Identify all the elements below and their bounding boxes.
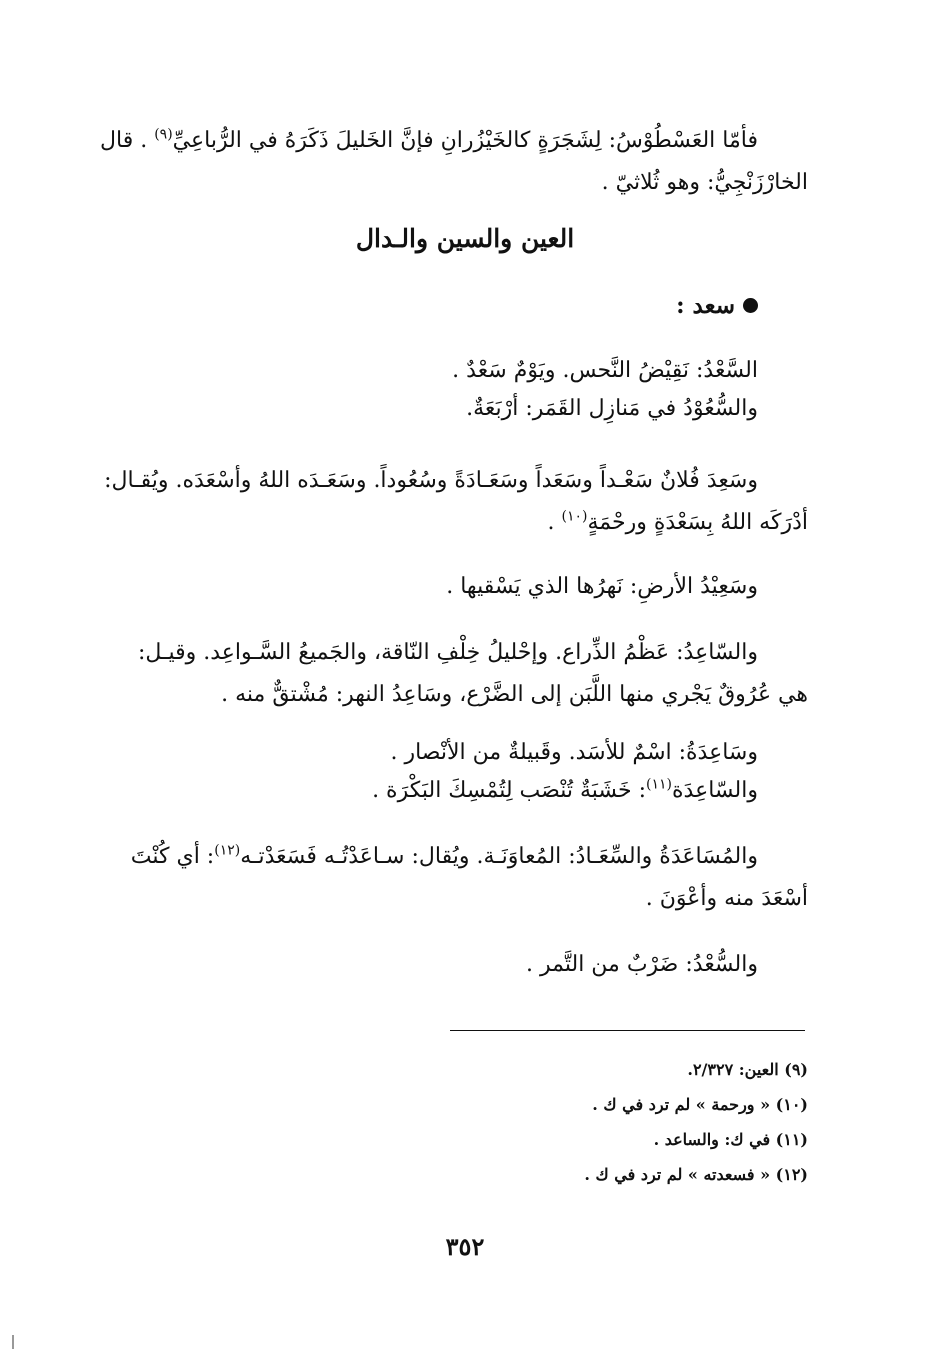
footnote-ref: (١٢) (214, 842, 241, 859)
footnotes (248, 1052, 808, 1192)
page-number: ٣٥٢ (445, 1232, 485, 1261)
footnote-ref: (١١) (646, 776, 673, 793)
bullet-icon (743, 298, 758, 313)
text-line: والمُسَاعَدَةُ والسِّعَـادُ: المُعاوَنَـة. ويُقال: سـاعَدْتُـه فَسَعَدْتـه$^{(١٢)}$: أي كُنْتَ (130, 842, 758, 869)
paragraph-saida (104, 460, 808, 544)
paragraph-intro (100, 120, 808, 204)
footnote: (٩) العين: ٢/٣٢٧. (687, 1060, 808, 1079)
text-line: هي عُرُوقٌ يَجْري منها اللَّبَن إلى الضَّرْع، وسَاعِدُ النهر: مُشْتقٌّ منه . (221, 682, 808, 707)
scan-mark (12, 1335, 14, 1349)
paragraph-saaid (118, 632, 808, 716)
text-line: وسَاعِدَةُ: اسْمٌ للأسَد. وقَبيلةٌ من الأنْصار . (390, 740, 758, 765)
text-line: فأمّا العَسْطُوْسُ: لِشَجَرَةٍ كالخَيْزُرانِ فإنَّ الخَليلَ ذَكَرَهُ في الرُّباعِيِّ$^{(٩)}$ . قال (100, 126, 758, 153)
footnote-ref: (٩) (154, 126, 173, 143)
section-heading: العين والسين والـدال (355, 224, 575, 253)
text-line: أدْرَكَه اللهُ بِسَعْدَةٍ ورحْمَةٍ$^{(١٠)}$ . (547, 508, 808, 535)
footnote: (١٠) « ورحمة » لم ترد في ك . (592, 1095, 808, 1114)
paragraph-saaida (118, 734, 808, 810)
text-line: الخارْزَنْجِيُّ: وهو ثُلاثيّ . (601, 170, 808, 195)
text-line: والسّاعِدُ: عَظْمُ الذِّراع. وإحْليلُ خِلْفِ النّاقة، والجَميعُ السَّـواعِد. وقيـل: (137, 640, 758, 665)
text-line: وسَعِدَ فُلانٌ سَعْـداً وسَعَداً وسَعَـادَةً وسُعُوداً. وسَعَـدَه اللهُ وأسْعَدَه. ويُقـال: (104, 468, 758, 493)
footnote-ref: (١٠) (561, 508, 588, 525)
text-line: أسْعَدَ منه وأعْوَنَ . (645, 886, 808, 911)
paragraph-saad (118, 352, 808, 428)
footnote-divider (450, 1030, 805, 1031)
footnote: (١١) في ك: والساعد . (653, 1130, 808, 1149)
entry-heading-label: سعد : (676, 292, 735, 319)
paragraph-suad (118, 944, 808, 986)
text-line: وسَعِيْدُ الأرضِ: نَهرُها الذي يَسْقيها . (446, 574, 758, 599)
paragraph-musaada (118, 836, 808, 920)
entry-heading (676, 292, 758, 319)
paragraph-saeed (118, 566, 808, 608)
text-line: والسُّعُوْدُ في مَنازِل القَمَر: أرْبَعَةٌ. (466, 396, 758, 421)
text-line: السَّعْدُ: نَقِيْضُ النَّحس. ويَوْمٌ سَعْدٌ . (452, 358, 758, 383)
text-line: والسُّعْدُ: ضَرْبٌ من التَّمر . (526, 952, 758, 977)
text-line: والسّاعِدَة$^{(١١)}$: خَشَبَةٌ تُنْصَب لِتُمْسِكَ البَكْرَة . (372, 776, 758, 803)
footnote: (١٢) « فسعدته » لم ترد في ك . (584, 1165, 808, 1184)
